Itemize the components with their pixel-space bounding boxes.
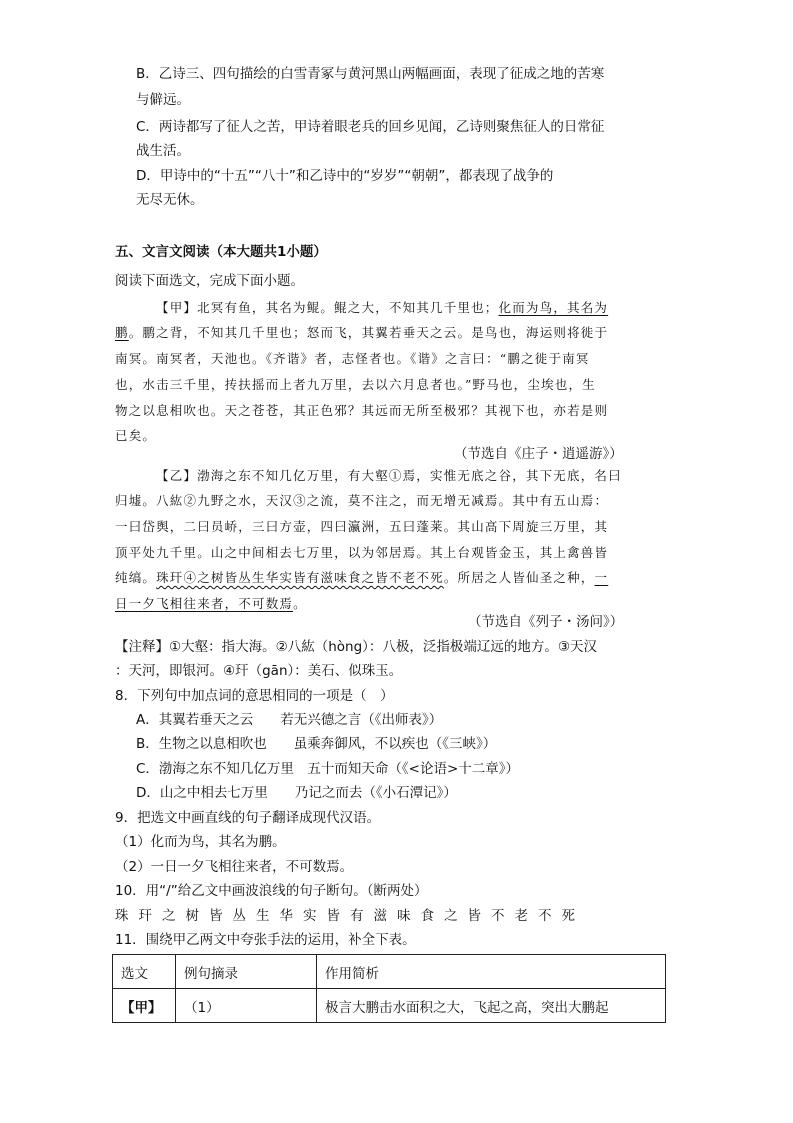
passage-b-text: 纯缟。 [115, 570, 157, 585]
underlined-sentence-2a: 一 [594, 570, 609, 585]
passage-a-source: （节选自《庄子・逍遥游》） [454, 446, 623, 462]
question-11: 11．围绕甲乙两文中夸张手法的运用，补全下表。 [115, 932, 416, 948]
table-header-cell: 例句摘录 [176, 955, 317, 989]
passage-b-text: 。所居之人皆仙圣之种， [443, 570, 595, 585]
option-b-line1: B．乙诗三、四句描绘的白雪青冢与黄河黑山两幅画面，表现了征成之地的苦寒 [136, 66, 605, 82]
table-cell: 极言大鹏击水面积之大，飞起之高，突出大鹏起 [317, 989, 666, 1023]
q8-option-a: A．其翼若垂天之云 若无兴德之言（《出师表》） [136, 712, 443, 728]
passage-b-source: （节选自《列子・汤问》） [468, 614, 624, 630]
answer-table [112, 954, 666, 1023]
passage-b-line4: 顶平处九千里。山之中间相去七万里，以为邻居焉。其上台观皆金玉，其上禽兽皆 [115, 545, 609, 560]
passage-a-line5: 物之以息相吹也。天之苍苍，其正色邪？其远而无所至极邪？其视下也，亦若是则 [115, 403, 609, 418]
passage-a-text: 【甲】北冥有鱼，其名为鲲。鲲之大，不知其几千里也； [156, 300, 499, 315]
table-header-cell: 作用简析 [317, 955, 666, 989]
table-header-row [113, 955, 666, 989]
q8-option-c: C．渤海之东不知几亿万里 五十而知天命（《<论语>十二章》） [136, 761, 520, 777]
question-8: 8．下列句中加点词的意思相同的一项是（ ） [115, 688, 394, 704]
section-heading: 五、文言文阅读（本大题共1小题） [115, 244, 327, 260]
option-d-line1: D．甲诗中的“十五”“八十”和乙诗中的“岁岁”“朝朝”，都表现了战争的 [136, 168, 554, 184]
notes-line1: 【注释】①大壑：指大海。②八紘（hòng）：八极，泛指极端辽远的地方。③天汉 [115, 639, 597, 655]
passage-b-line3: 一曰岱舆，二曰员峤，三曰方壶，四曰瀛洲，五曰蓬莱。其山高下周旋三万里，其 [115, 519, 609, 534]
q9-item-1: （1）化而为鸟，其名为鹏。 [115, 834, 286, 850]
wavy-underlined-sentence: 珠玕④之树皆丛生华实皆有滋味食之皆不老不死 [156, 570, 444, 585]
underlined-sentence-1a: 化而为鸟，其名为 [498, 300, 609, 315]
passage-b-line2: 归墟。八紘②九野之水，天汉③之流，莫不注之，而无增无减焉。其中有五山焉： [115, 493, 609, 508]
passage-b-text: 。 [293, 596, 307, 611]
section-instruction: 阅读下面选文，完成下面小题。 [115, 273, 304, 289]
q8-option-d: D．山之中相去七万里 乃记之而去（《小石潭记》） [136, 785, 457, 801]
passage-a-line1 [156, 298, 608, 318]
passage-a-text: 。鹏之背，不知其几千里也；怒而飞，其翼若垂天之云。是鸟也，海运则将徙于 [128, 325, 609, 340]
q9-item-2: （2）一日一夕飞相往来者，不可数焉。 [115, 859, 354, 875]
passage-b-line6 [115, 594, 307, 614]
q10-sentence: 珠玕之树皆丛生华实皆有滋味食之皆不老不死 [115, 908, 585, 924]
table-cell: 【甲】 [113, 989, 176, 1023]
passage-b-line5 [115, 568, 608, 588]
option-b-line2: 与僻远。 [136, 92, 190, 108]
notes-line2: ：天河，即银河。④玕（gān）：美石、似珠玉。 [115, 663, 403, 679]
table-row [113, 989, 666, 1023]
table-header-cell: 选文 [113, 955, 176, 989]
passage-b-line1: 【乙】渤海之东不知几亿万里，有大壑①焉，实惟无底之谷，其下无底，名曰 [156, 468, 622, 483]
question-9: 9．把选文中画直线的句子翻译成现代汉语。 [115, 810, 381, 826]
passage-a-line2 [115, 323, 608, 343]
q8-option-b: B．生物之以息相吹也 虽乘奔御风，不以疾也（《三峡》） [136, 736, 497, 752]
underlined-sentence-2b: 日一夕飞相往来者，不可数焉 [115, 596, 294, 611]
passage-a-line4: 也，水击三千里，抟扶摇而上者九万里，去以六月息者也。”野马也，尘埃也，生 [115, 377, 596, 392]
question-10: 10．用“/”给乙文中画波浪线的句子断句。（断两处） [115, 883, 428, 899]
passage-a-line6: 已矣。 [115, 428, 157, 443]
passage-a-line3: 南冥。南冥者，天池也。《齐谐》者，志怪者也。《谐》之言曰：“鹏之徙于南冥 [115, 351, 590, 366]
underlined-sentence-1b: 鹏 [115, 325, 129, 340]
option-c-line1: C．两诗都写了征人之苦，甲诗着眼老兵的回乡见闻，乙诗则聚焦征人的日常征 [136, 119, 605, 135]
option-d-line2: 无尽无休。 [136, 192, 204, 208]
option-c-line2: 战生活。 [136, 143, 190, 159]
table-cell[interactable]: （1） [176, 989, 317, 1023]
